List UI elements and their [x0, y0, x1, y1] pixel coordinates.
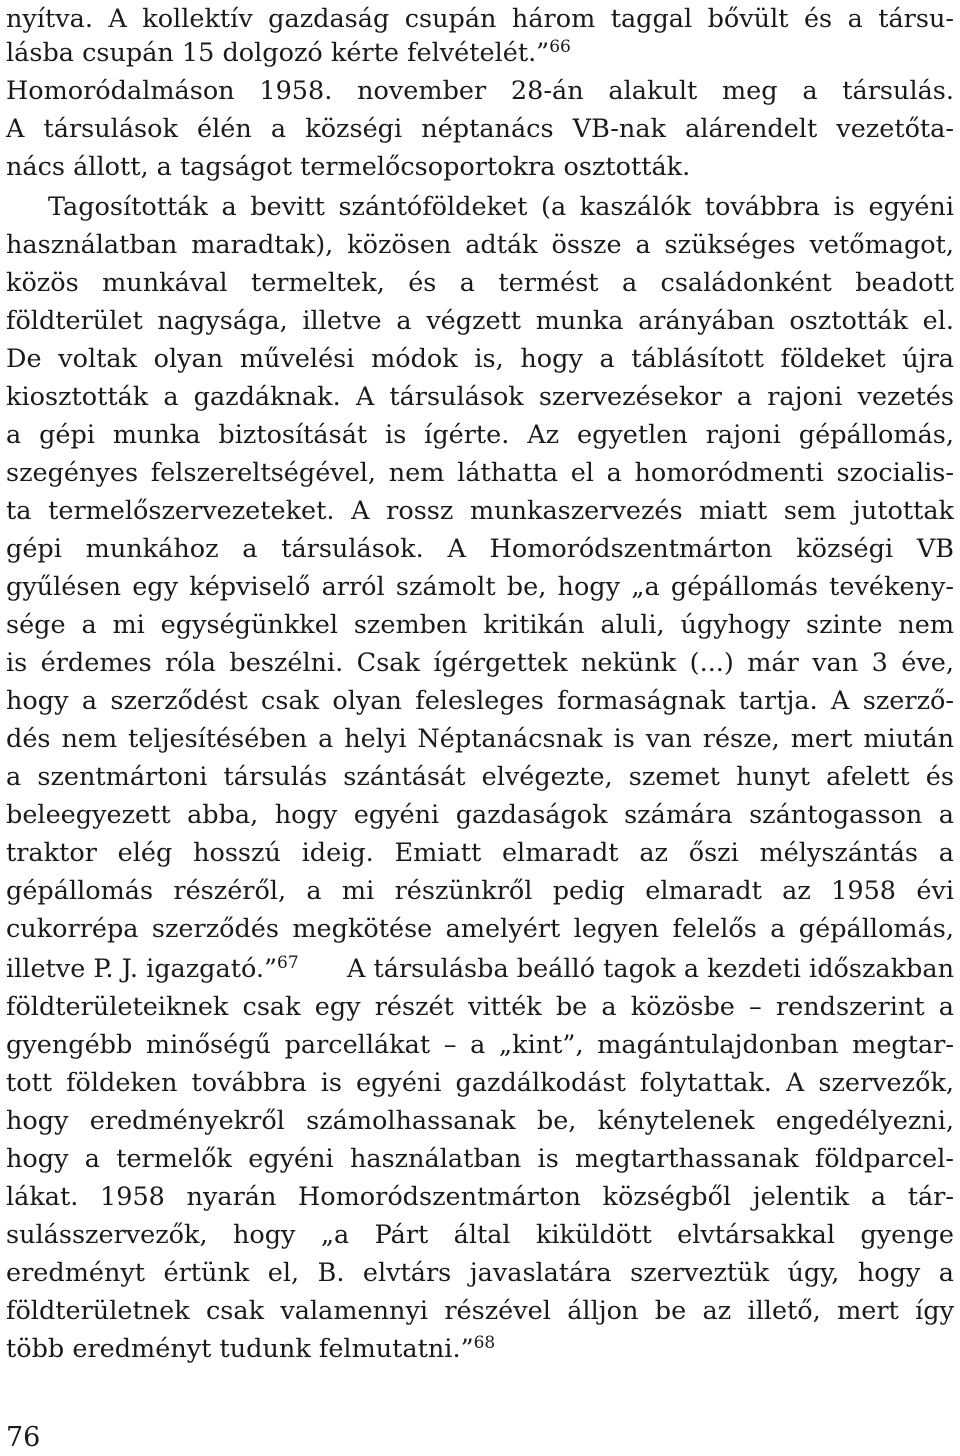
text-line — [6, 1330, 495, 1368]
footnote-ref: 66 — [549, 37, 571, 57]
text-line: beleegyezett abba, hogy egyéni gazdaságok számára szántogasson a — [6, 800, 954, 830]
text-line: hogy a szerződést csak olyan felesleges formaságnak tartja. A szerző- — [6, 686, 954, 716]
line-text: több eredményt tudunk felmutatni.” — [6, 1334, 474, 1364]
text-line: használatban maradtak), közösen adták össze a szükséges vetőmagot, — [6, 230, 954, 260]
text-line: Tagosították a bevitt szántóföldeket (a kaszálók továbbra is egyéni — [48, 192, 954, 222]
text-line: is érdemes róla beszélni. Csak ígérgettek nekünk (...) már van 3 éve, — [6, 648, 954, 678]
text-line: közös munkával termeltek, és a termést a családonként beadott — [6, 268, 954, 298]
footnote-ref: 67 — [277, 953, 299, 973]
text-line: földterületnek csak valamennyi részével álljon be az illető, mert így — [6, 1296, 954, 1326]
footnote-ref: 68 — [473, 1333, 496, 1353]
text-line: dés nem teljesítésében a helyi Néptanácsnak is van része, mert miután — [6, 724, 954, 754]
text-line: kiosztották a gazdáknak. A társulások szervezésekor a rajoni vezetés — [6, 382, 954, 412]
text-line: tott földeken továbbra is egyéni gazdálkodást folytattak. A szervezők, — [6, 1068, 954, 1098]
line-text: illetve P. J. igazgató.” — [6, 954, 277, 984]
text-line: Homoródalmáson 1958. november 28-án alakult meg a társulás. — [6, 76, 954, 106]
text-line: a szentmártoni társulás szántását elvégezte, szemet hunyt afelett és — [6, 762, 954, 792]
text-line: gépállomás részéről, a mi részünkről pedig elmaradt az 1958 évi — [6, 876, 954, 906]
text-line: földterületeiknek csak egy részét vitték be a közösbe – rendszerint a — [6, 992, 954, 1022]
text-line: nács állott, a tagságot termelőcsoportokra osztották. — [6, 152, 691, 182]
text-line: lákat. 1958 nyarán Homoródszentmárton községből jelentik a tár- — [6, 1182, 954, 1212]
text-line: hogy eredményekről számolhassanak be, kénytelenek engedélyezni, — [6, 1106, 954, 1136]
text-line: gyűlésen egy képviselő arról számolt be, hogy „a gépállomás tevékeny- — [6, 572, 954, 602]
text-line — [6, 950, 954, 988]
line-text-start — [6, 950, 299, 988]
line-text: lásba csupán 15 dolgozó kérte felvételét.” — [6, 38, 550, 68]
text-line: földterület nagysága, illetve a végzett munka arányában osztották el. — [6, 306, 954, 336]
text-line: szegényes felszereltségével, nem láthatta el a homoródmenti szocialis- — [6, 458, 954, 488]
text-line: eredményt értünk el, B. elvtárs javaslatára szerveztük úgy, hogy a — [6, 1258, 954, 1288]
page-number: 76 — [6, 1422, 41, 1453]
text-line: sulásszervezők, hogy „a Párt által kiküldött elvtársakkal gyenge — [6, 1220, 954, 1250]
text-line: cukorrépa szerződés megkötése amelyért legyen felelős a gépállomás, — [6, 914, 954, 944]
text-line: nyítva. A kollektív gazdaság csupán három taggal bővült és a társu- — [6, 4, 954, 34]
text-line — [6, 34, 571, 72]
text-line: a gépi munka biztosítását is ígérte. Az egyetlen rajoni gépállomás, — [6, 420, 954, 450]
text-line: gyengébb minőségű parcellákat – a „kint”, magántulajdonban megtar- — [6, 1030, 954, 1060]
text-line: A társulások élén a községi néptanács VB-nak alárendelt vezetőta- — [6, 114, 954, 144]
text-line: hogy a termelők egyéni használatban is megtarthassanak földparcel- — [6, 1144, 954, 1174]
line-text-end: A társulásba beálló tagok a kezdeti időszakban — [347, 954, 954, 984]
text-line: gépi munkához a társulások. A Homoródszentmárton községi VB — [6, 534, 954, 564]
text-line: ta termelőszervezeteket. A rossz munkaszervezés miatt sem jutottak — [6, 496, 954, 526]
text-line: De voltak olyan művelési módok is, hogy a táblásított földeket újra — [6, 344, 954, 374]
text-line: sége a mi egységünkkel szemben kritikán aluli, úgyhogy szinte nem — [6, 610, 954, 640]
text-line: traktor elég hosszú ideig. Emiatt elmaradt az őszi mélyszántás a — [6, 838, 954, 868]
